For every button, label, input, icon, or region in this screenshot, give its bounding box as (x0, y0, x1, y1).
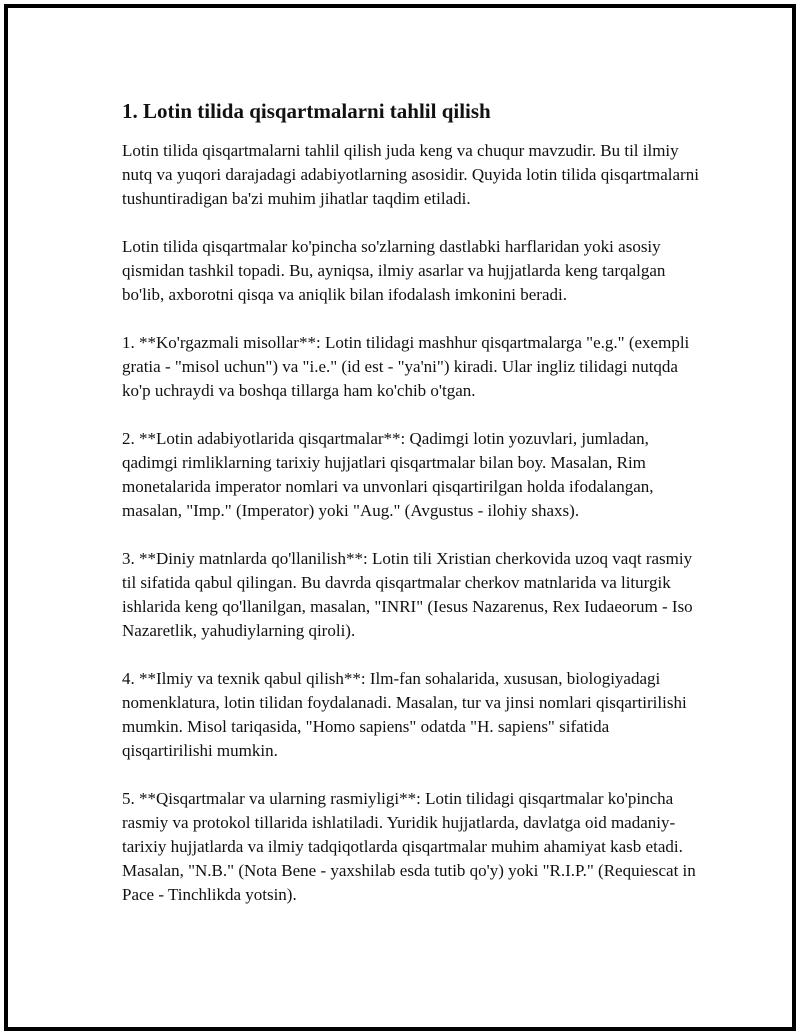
paragraph-point-4: 4. **Ilmiy va texnik qabul qilish**: Ilm-fan sohalarida, xususan, biologiyadagi nomenklatura, lotin tilidan foydalanadi. Masalan, tur va jinsi nomlari qisqartirilishi mumkin. Misol tariqasida, "Homo sapiens" odatda "H. sapiens" sifatida qisqartirilishi mumkin. (122, 669, 687, 760)
section-heading: 1. Lotin tilida qisqartmalarni tahlil qilish (122, 99, 491, 123)
intro-paragraph: Lotin tilida qisqartmalarni tahlil qilish juda keng va chuqur mavzudir. Bu til ilmiy nutq va yuqori darajadagi adabiyotlarning asosidir. Quyida lotin tilida qisqartmalarni tushuntiradigan ba'zi muhim jihatlar taqdim etiladi. (122, 141, 699, 208)
paragraph-point-5: 5. **Qisqartmalar va ularning rasmiyligi**: Lotin tilidagi qisqartmalar ko'pincha rasmiy va protokol tillarida ishlatiladi. Yuridik hujjatlarda, davlatga oid madaniy-tarixiy hujjatlarda va ilmiy tadqiqotlarda qisqartmalar muhim ahamiyat kasb etadi. Masalan, "N.B." (Nota Bene - yaxshilab esda tutib qo'y) yoki "R.I.P." (Requiescat in Pace - Tinchlikda yotsin). (122, 789, 696, 904)
paragraph-point-2: 2. **Lotin adabiyotlarida qisqartmalar**: Qadimgi lotin yozuvlari, jumladan, qadimgi rimliklarning tarixiy hujjatlari qisqartmalar bilan boy. Masalan, Rim monetalarida imperator nomlari va unvonlari qisqartirilgan holda ifodalangan, masalan, "Imp." (Imperator) yoki "Aug." (Avgustus - ilohiy shaxs). (122, 429, 654, 520)
paragraph-point-1: 1. **Ko'rgazmali misollar**: Lotin tilidagi mashhur qisqartmalarga "e.g." (exempli gratia - "misol uchun") va "i.e." (id est - "ya'ni") kiradi. Ular ingliz tilidagi nutqda ko'p uchraydi va boshqa tillarga ham ko'chib o'tgan. (122, 333, 690, 400)
paragraph-point-3: 3. **Diniy matnlarda qo'llanilish**: Lotin tili Xristian cherkovida uzoq vaqt rasmiy til sifatida qabul qilingan. Bu davrda qisqartmalar cherkov matnlarida va liturgik ishlarida keng qo'llanilgan, masalan, "INRI" (Iesus Nazarenus, Rex Iudaeorum - Iso Nazaretlik, yahudiylarning qiroli). (122, 549, 693, 640)
document-body (122, 96, 702, 931)
document-page (4, 4, 796, 1031)
paragraph-abbreviation-formation: Lotin tilida qisqartmalar ko'pincha so'zlarning dastlabki harflaridan yoki asosiy qismidan tashkil topadi. Bu, ayniqsa, ilmiy asarlar va hujjatlarda keng tarqalgan bo'lib, axborotni qisqa va aniqlik bilan ifodalash imkonini beradi. (122, 237, 666, 304)
